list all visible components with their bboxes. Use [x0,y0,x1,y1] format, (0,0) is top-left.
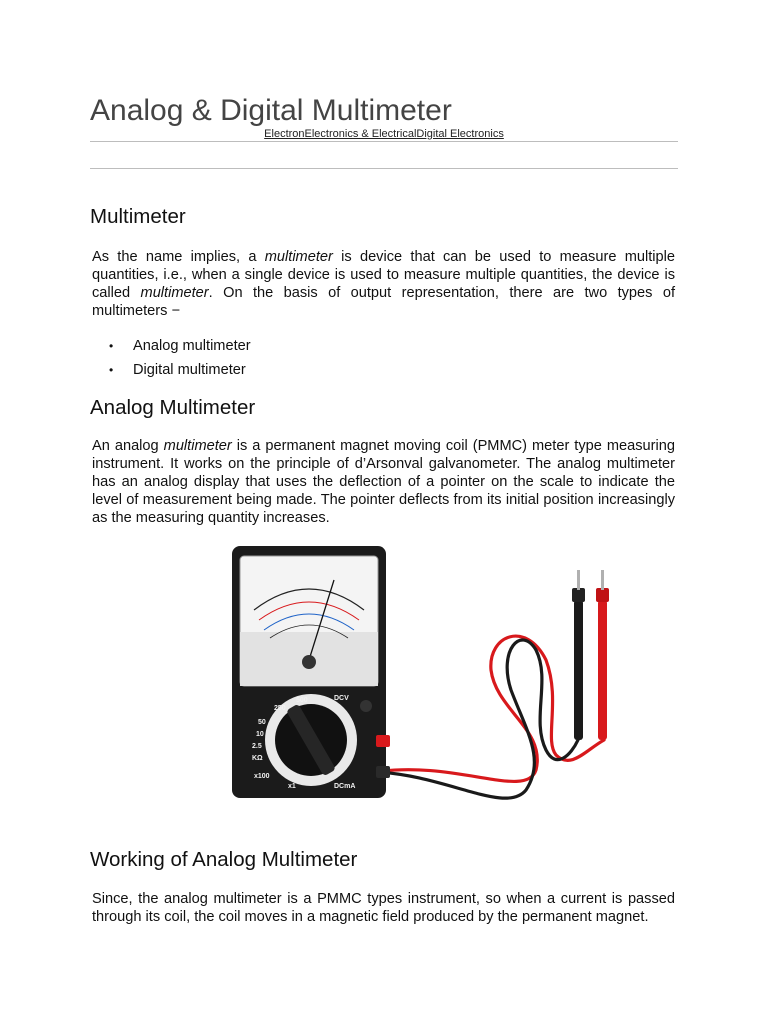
dial-label-50: 50 [258,719,266,726]
dial-label-500: 500 [296,697,308,704]
dial-label-x1: x1 [288,783,296,790]
breadcrumb-link-electronics-electrical[interactable]: Electronics & Electrical [304,128,417,140]
dial-label-kohm: KΩ [252,755,263,762]
dial-label-2-5: 2.5 [252,743,262,750]
paragraph-multimeter-intro: As the name implies, a multimeter is device that can be used to measure multiple quantities, i.e., when a single device is used to measure multiple quantities, the device is called multimeter. On the basis of output representation, there are two types of multimeters − [92,249,676,319]
header-divider [90,141,678,142]
breadcrumb [90,128,678,141]
heading-multimeter: Multimeter [90,205,186,228]
dial-label-dcv: DCV [334,695,349,702]
dial-label-10: 10 [256,731,264,738]
probe-red [596,570,609,740]
dial-label-x100: x100 [254,773,270,780]
analog-multimeter-image [226,540,626,820]
red-jack [376,735,390,747]
heading-analog-multimeter: Analog Multimeter [90,396,256,419]
heading-working-analog-multimeter: Working of Analog Multimeter [90,848,358,871]
dial-label-250: 250 [274,705,286,712]
page-title: Analog & Digital Multimeter [90,94,452,127]
paragraph-analog-multimeter: An analog multimeter is a permanent magnet moving coil (PMMC) meter type measuring instrument. It works on the principle of d’Arsonval galvanometer. The analog multimeter has an analog display that uses the deflection of a pointer on the scale to indicate the level of measurement being made. The pointer deflects from its initial position increasingly as the measuring quantity increases. [92,438,675,526]
test-leads [376,636,604,798]
zero-adjust-knob[interactable] [360,700,372,712]
list-item: • Digital multimeter [92,358,251,382]
breadcrumb-link-digital-electronics[interactable]: Digital Electronics [416,128,504,140]
probe-black [572,570,585,740]
dial-label-dcma: DCmA [334,783,356,790]
pointer-pivot [302,655,316,669]
list-item: • Analog multimeter [92,334,251,358]
paragraph-working: Since, the analog multimeter is a PMMC types instrument, so when a current is passed through its coil, the coil moves in a magnetic field produced by the permanent magnet. [92,891,675,925]
multimeter-types-list [92,334,251,382]
breadcrumb-link-electron[interactable]: Electron [264,128,305,140]
section-divider [90,168,678,169]
black-jack [376,766,390,778]
